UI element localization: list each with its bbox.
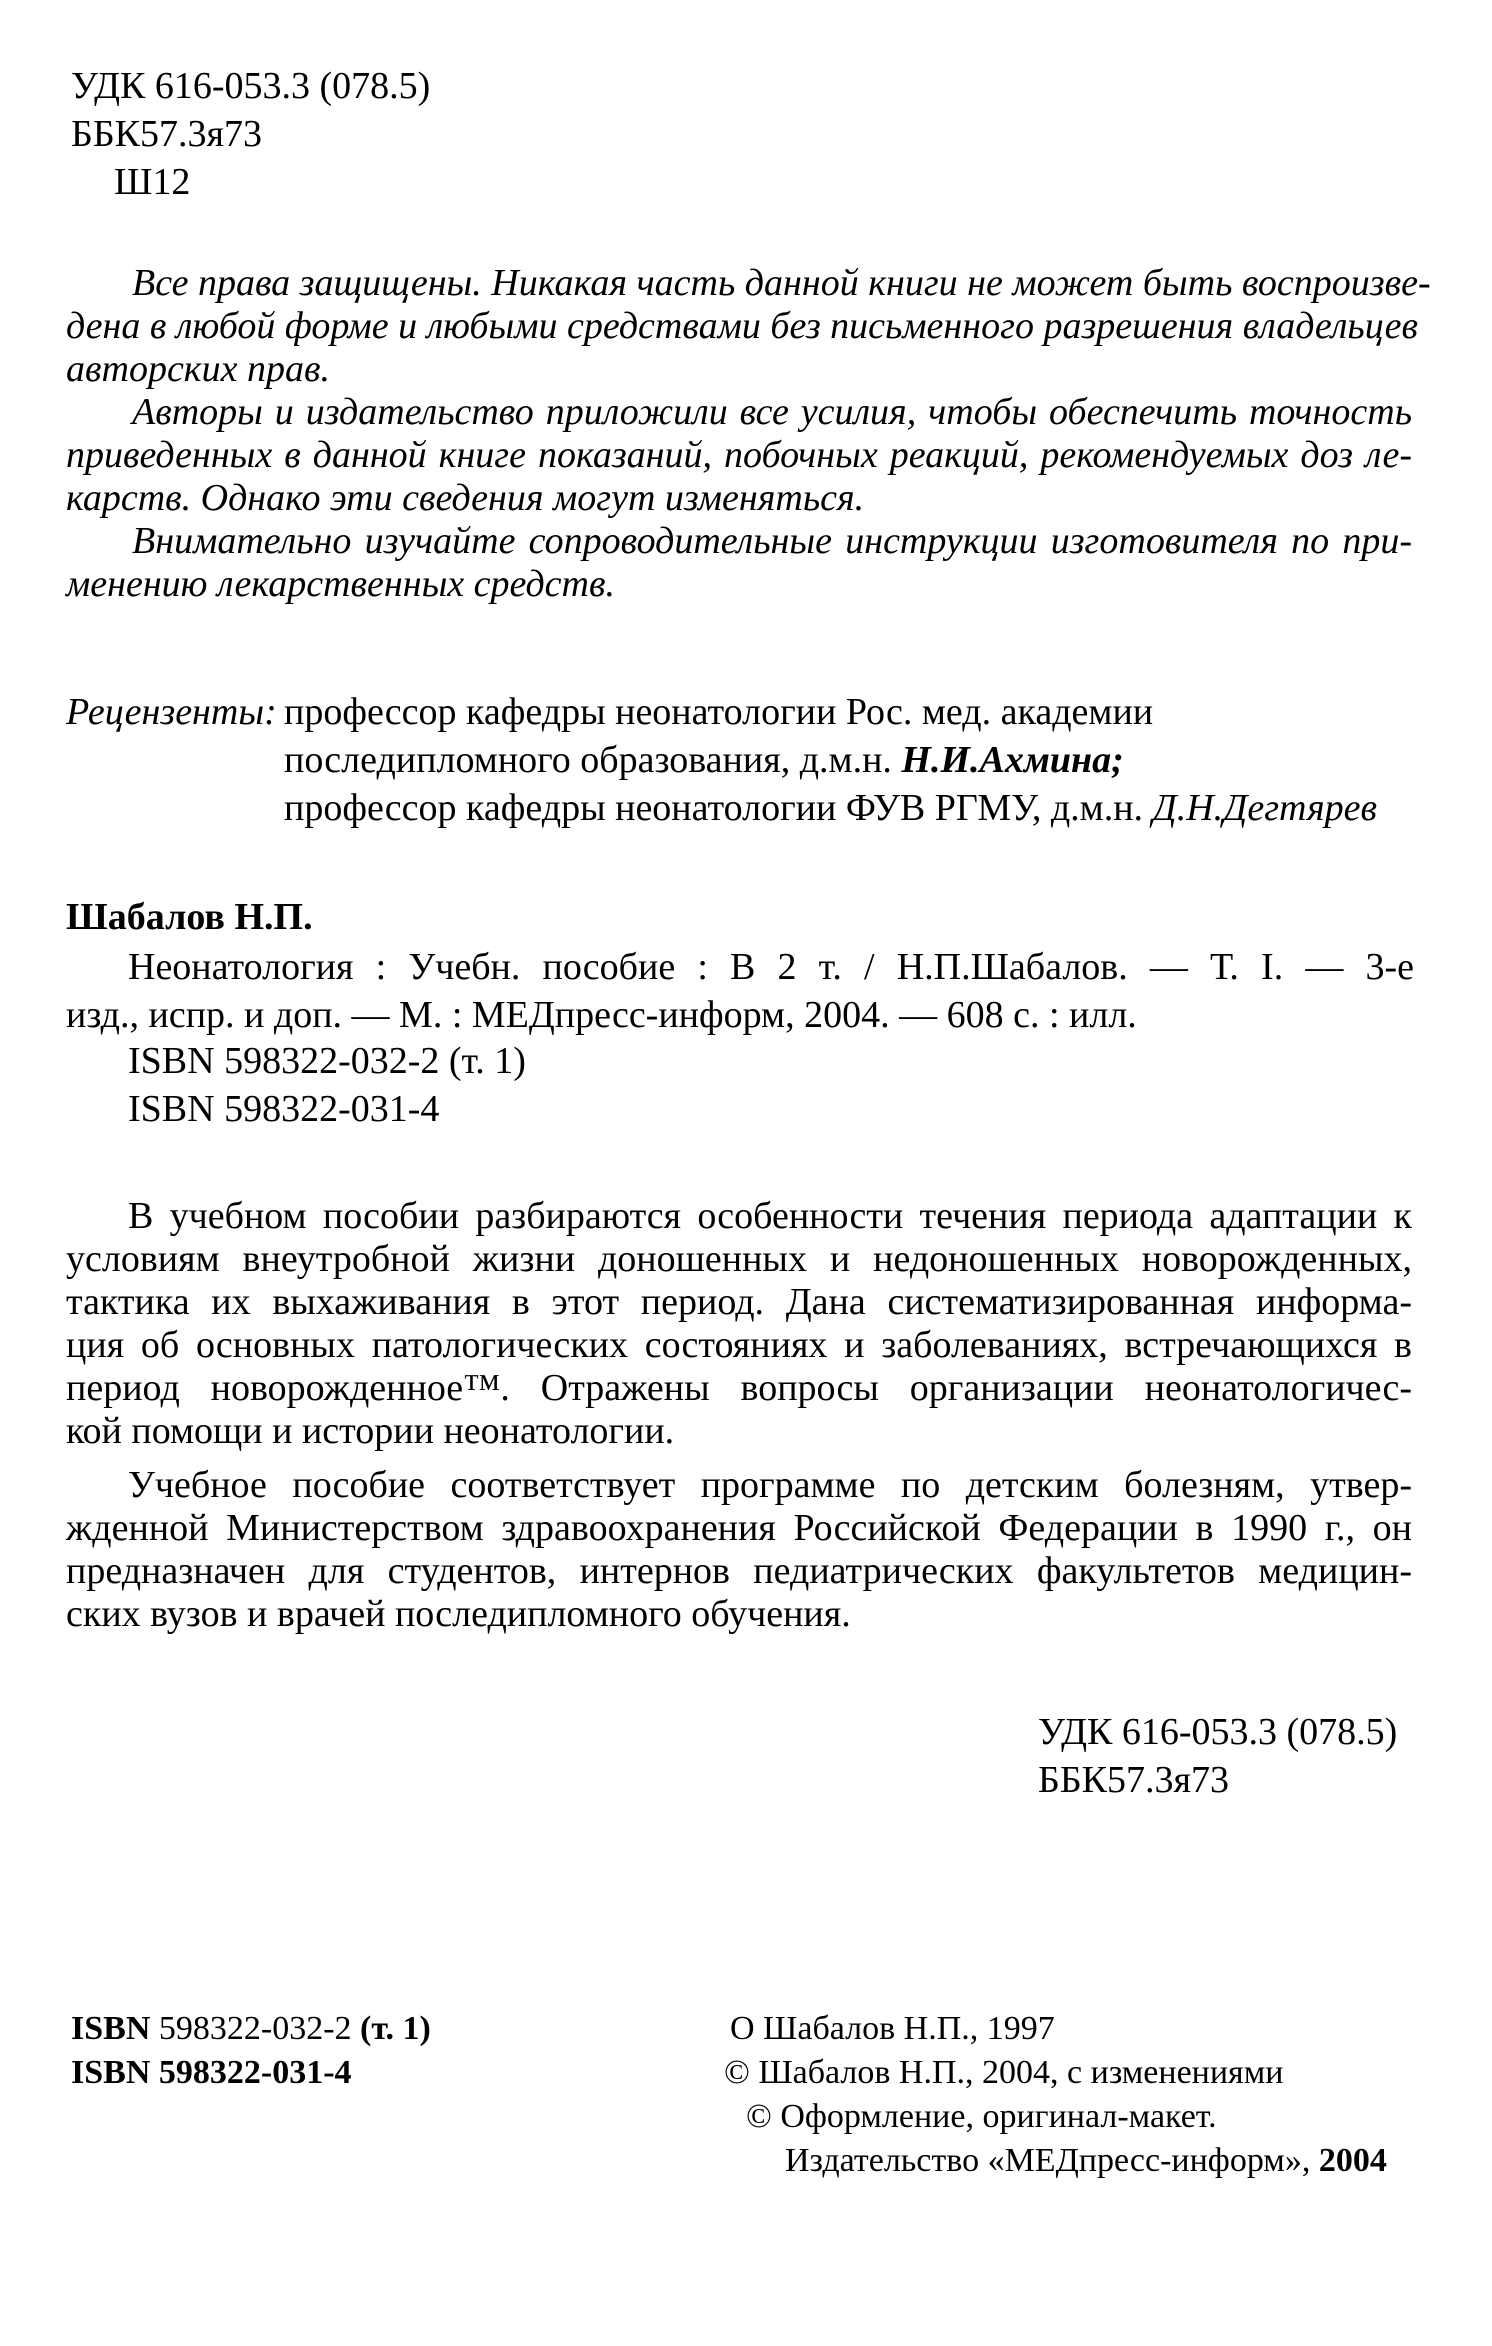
rights-line: Авторы и издательство приложили все усилия, чтобы обеспечить точность bbox=[132, 391, 1412, 433]
footer-isbn-set: ISBN 598322-031-4 bbox=[71, 2054, 352, 2091]
abstract-line: жденной Министерством здравоохранения Российской Федерации в 1990 г., он bbox=[66, 1507, 1412, 1549]
abstract-line: предназначен для студентов, интернов педиатрических факультетов медицин- bbox=[66, 1550, 1412, 1592]
bibliographic-entry bbox=[66, 943, 1414, 1039]
bbk-code: ББК57.3я73 bbox=[1038, 1759, 1229, 1801]
abstract-line: тактика их выхаживания в этот период. Дана систематизированная информа- bbox=[66, 1281, 1412, 1323]
rights-line: авторских прав. bbox=[66, 348, 330, 390]
copyright-line: О Шабалов Н.П., 1997 bbox=[730, 2010, 1055, 2047]
copyright-line: © Шабалов Н.П., 2004, с изменениями bbox=[724, 2054, 1284, 2091]
rights-line: карств. Однако эти сведения могут изменяться. bbox=[66, 477, 865, 519]
bib-line: Неонатология : Учебн. пособие : В 2 т. / Н.П.Шабалов. — Т. I. — 3-е bbox=[128, 946, 1414, 988]
reviewer-name: Д.Н.Дегтярев bbox=[1152, 787, 1377, 829]
rights-line: Все права защищены. Никакая часть данной книги не может быть воспроизве- bbox=[132, 262, 1431, 304]
abstract-line: условиям внеутробной жизни доношенных и недоношенных новорожденных, bbox=[66, 1238, 1412, 1280]
udk-code: УДК 616-053.3 (078.5) bbox=[71, 65, 431, 107]
publisher-line bbox=[785, 2139, 1387, 2183]
reviewer-affiliation: профессор кафедры неонатологии ФУВ РГМУ, д.м.н. bbox=[284, 787, 1153, 829]
copyright-line: © Оформление, оригинал-макет. bbox=[746, 2098, 1217, 2135]
publication-year: 2004 bbox=[1318, 2142, 1387, 2179]
footer-isbn-volume bbox=[71, 2007, 431, 2051]
reviewers-label: Рецензенты: bbox=[66, 691, 277, 733]
abstract-line: ция об основных патологических состояниях и заболеваниях, встречающихся в bbox=[66, 1324, 1412, 1366]
isbn-volume: ISBN 598322-032-2 (т. 1) bbox=[128, 1040, 526, 1082]
rights-line: Внимательно изучайте сопроводительные инструкции изготовителя по при- bbox=[132, 520, 1412, 562]
isbn-volume-note: (т. 1) bbox=[360, 2010, 431, 2047]
rights-notice bbox=[66, 262, 1431, 606]
bib-line: изд., испр. и доп. — М. : МЕДпресс-информ, 2004. — 608 с. : илл. bbox=[66, 994, 1137, 1036]
abstract-line: период новорожденное™. Отражены вопросы организации неонатологичес- bbox=[66, 1367, 1412, 1409]
bbk-code: ББК57.3я73 bbox=[71, 113, 262, 155]
reviewer-affiliation: последипломного образования, д.м.н. bbox=[284, 739, 902, 781]
reviewer-line bbox=[284, 738, 1124, 782]
rights-line: приведенных в данной книге показаний, побочных реакций, рекомендуемых доз ле- bbox=[66, 434, 1412, 476]
udk-code: УДК 616-053.3 (078.5) bbox=[1038, 1711, 1398, 1753]
abstract-paragraph bbox=[66, 1464, 1412, 1636]
book-author: Шабалов Н.П. bbox=[66, 896, 313, 938]
abstract-paragraph bbox=[66, 1195, 1412, 1453]
abstract-line: Учебное пособие соответствует программе по детским болезням, утвер- bbox=[128, 1464, 1412, 1506]
publisher-name: Издательство «МЕДпресс-информ», bbox=[785, 2142, 1319, 2179]
author-mark: Ш12 bbox=[114, 161, 191, 203]
isbn-label: ISBN bbox=[71, 2010, 151, 2047]
abstract-line: В учебном пособии разбираются особенности течения периода адаптации к bbox=[128, 1195, 1412, 1237]
abstract-line: ских вузов и врачей последипломного обучения. bbox=[66, 1593, 851, 1635]
reviewer-name: Н.И.Ахмина; bbox=[901, 739, 1124, 781]
rights-line: менению лекарственных средств. bbox=[66, 563, 615, 605]
isbn-set: ISBN 598322-031-4 bbox=[128, 1088, 440, 1130]
isbn-number: 598322-032-2 bbox=[150, 2010, 361, 2047]
reviewer-line: профессор кафедры неонатологии Рос. мед. академии bbox=[284, 691, 1154, 733]
reviewer-line bbox=[284, 786, 1377, 830]
rights-line: дена в любой форме и любыми средствами без письменного разрешения владельцев bbox=[66, 305, 1419, 347]
abstract-line: кой помощи и истории неонатологии. bbox=[66, 1410, 675, 1452]
